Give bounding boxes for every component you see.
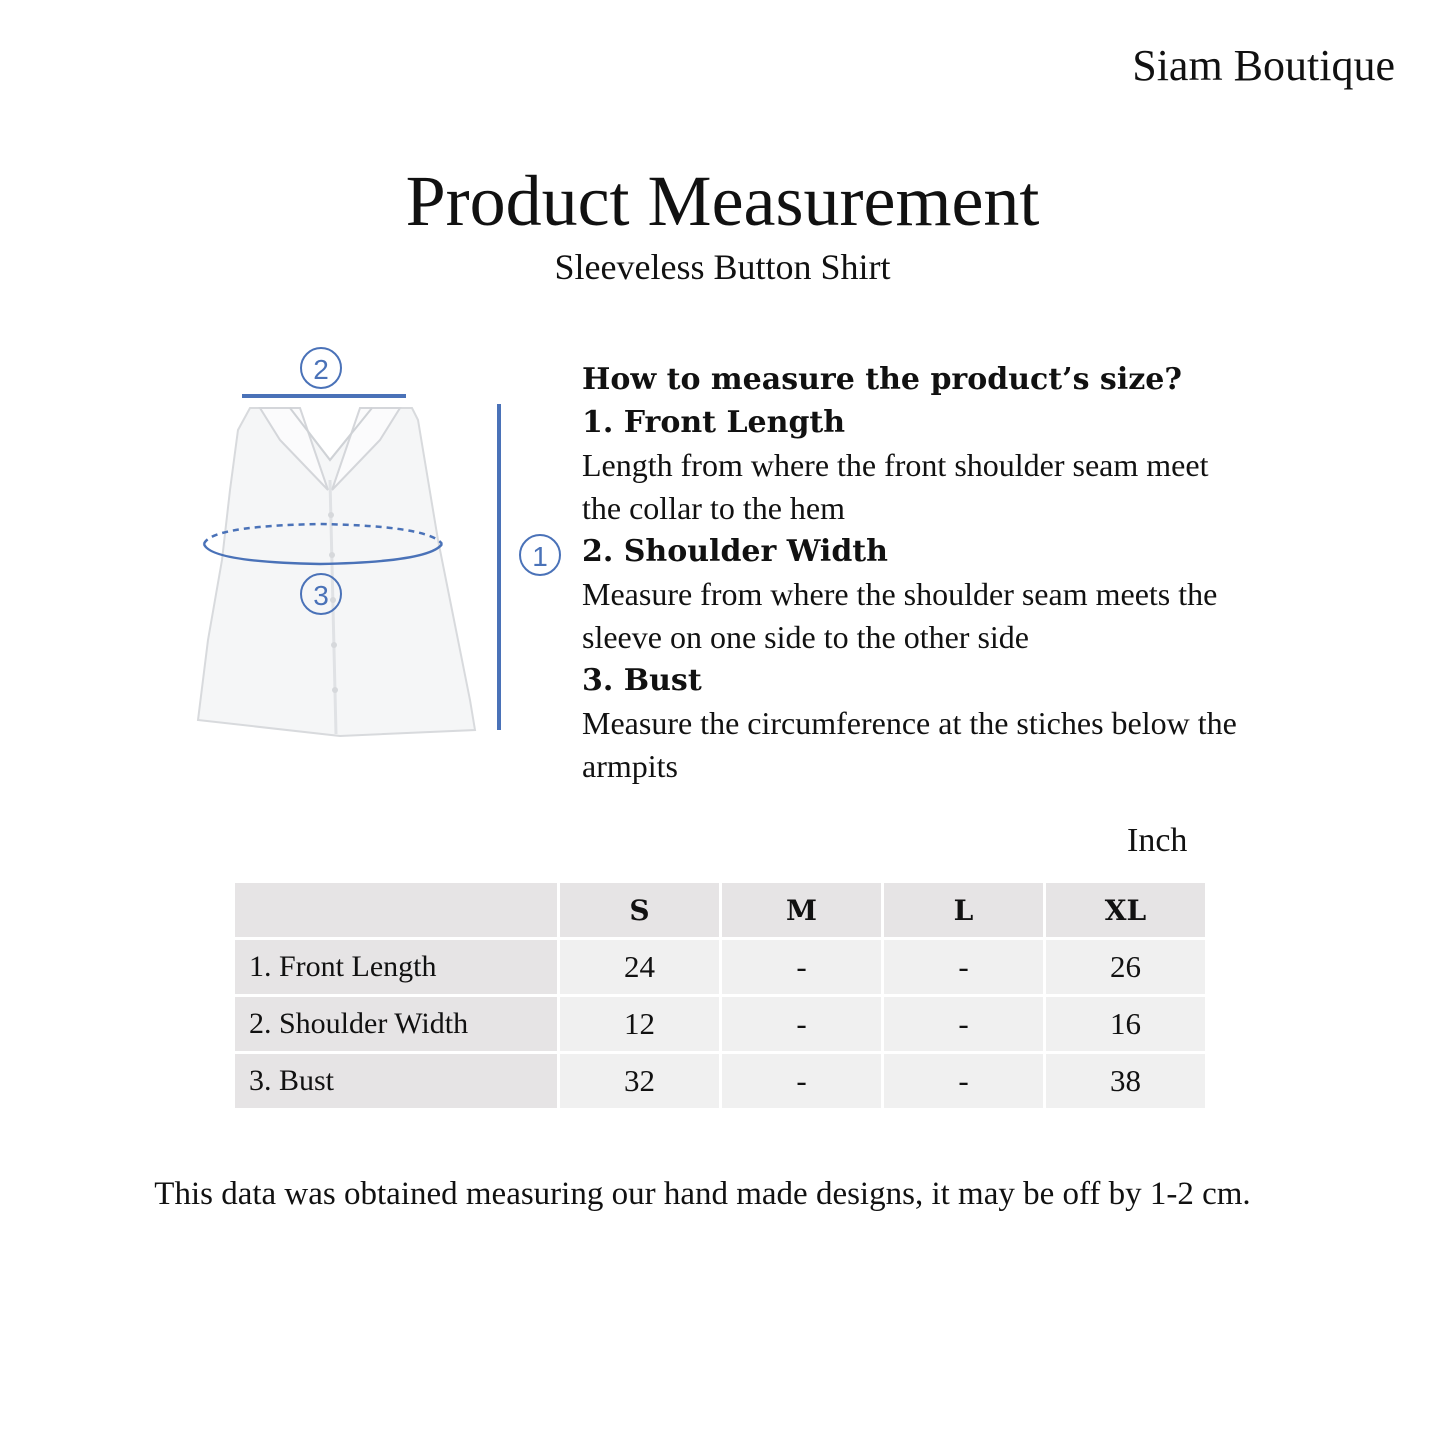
size-table xyxy=(232,880,1208,1111)
table-cell: - xyxy=(884,940,1043,994)
brand-name: Siam Boutique xyxy=(1132,41,1395,90)
footnote: This data was obtained measuring our hand made designs, it may be off by 1-2 cm. xyxy=(154,1176,1251,1212)
unit-label: Inch xyxy=(1127,822,1188,859)
column-header: L xyxy=(884,883,1043,937)
column-header: S xyxy=(560,883,719,937)
table-header-blank xyxy=(235,883,557,937)
instruction-heading: 1. Front Length xyxy=(582,405,846,440)
marker-2-label: 2 xyxy=(313,354,329,385)
table-row xyxy=(235,1054,1205,1108)
table-cell: 12 xyxy=(560,997,719,1051)
instructions-question: How to measure the product’s size? xyxy=(582,362,1182,397)
page-subtitle: Sleeveless Button Shirt xyxy=(554,247,891,287)
table-cell: 38 xyxy=(1046,1054,1205,1108)
instruction-text: Length from where the front shoulder seam meet the collar to the hem xyxy=(582,447,1209,526)
table-cell: 26 xyxy=(1046,940,1205,994)
marker-1-label: 1 xyxy=(532,541,548,572)
column-header: XL xyxy=(1046,883,1205,937)
page-title: Product Measurement xyxy=(405,161,1040,241)
instruction-heading: 3. Bust xyxy=(582,663,702,698)
table-cell: - xyxy=(722,940,881,994)
instruction-text: Measure from where the shoulder seam meets the sleeve on one side to the other side xyxy=(582,576,1218,655)
measurement-diagram xyxy=(190,340,570,750)
table-header-row xyxy=(235,883,1205,937)
table-cell: 16 xyxy=(1046,997,1205,1051)
marker-3-label: 3 xyxy=(313,580,329,611)
table-cell: - xyxy=(722,997,881,1051)
row-label: 1. Front Length xyxy=(235,940,557,994)
table-cell: - xyxy=(884,997,1043,1051)
table-cell: - xyxy=(884,1054,1043,1108)
column-header: M xyxy=(722,883,881,937)
row-label: 3. Bust xyxy=(235,1054,557,1108)
table-row xyxy=(235,997,1205,1051)
table-cell: - xyxy=(722,1054,881,1108)
instruction-heading: 2. Shoulder Width xyxy=(582,534,888,569)
row-label: 2. Shoulder Width xyxy=(235,997,557,1051)
measure-instructions xyxy=(582,358,1342,788)
table-row xyxy=(235,940,1205,994)
instruction-text: Measure the circumference at the stiches below the armpits xyxy=(582,705,1237,784)
table-cell: 24 xyxy=(560,940,719,994)
shirt-body xyxy=(198,408,475,736)
table-cell: 32 xyxy=(560,1054,719,1108)
shirt-illustration xyxy=(190,340,570,750)
